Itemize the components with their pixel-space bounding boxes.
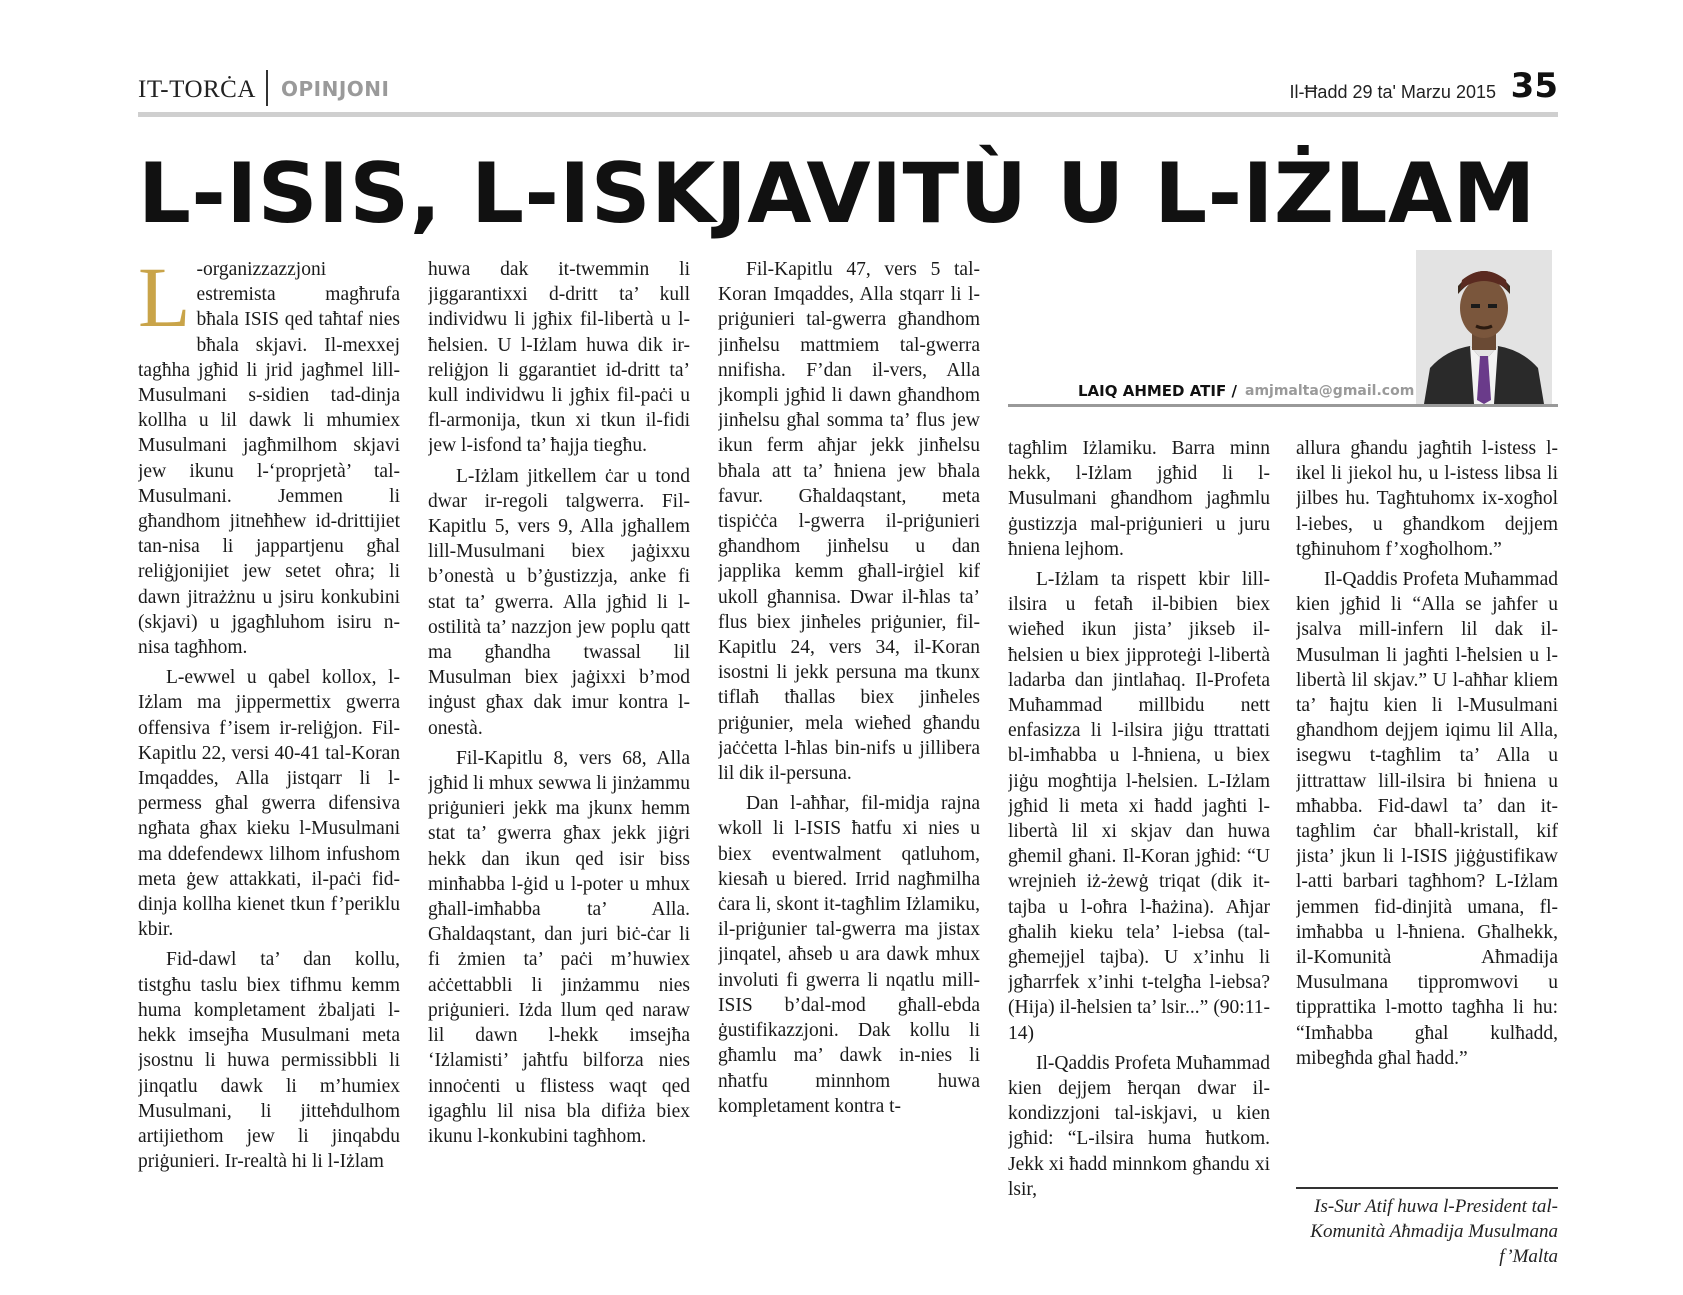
- drop-cap: L: [138, 257, 191, 345]
- article-end-rule: [1296, 1187, 1558, 1189]
- article-column-4: [1008, 436, 1270, 1242]
- paragraph: Dan l-aħħar, fil-midja rajna wkoll li l-ISIS ħatfu xi nies u biex eventwalment qatluhom, kiesaħ u biered. Irrid nagħmilha ċara li, skont it-tagħlim Iżlamiku, il-priġunier tal-gwerra ma jistax jinqatel, aħseb u ara dawk mhux involuti fi gwerra li nqatlu mill-ISIS b’dal-mod għall-ebda ġustifikazzjoni. Dak kollu li għamlu ma’ dawk in-nies li nħatfu minnhom huwa kompletament kontra t-: [718, 793, 980, 1117]
- author-bio: Is-Sur Atif huwa l-President tal-Komunità Aħmadija Musulmana f’Malta: [1310, 1196, 1558, 1267]
- paragraph: Fil-Kapitlu 8, vers 68, Alla jgħid li mhux sewwa li jinżammu priġunieri jekk ma jkunx hemm stat ta’ gwerra għax jekk jiġri hekk dan ikun qed isir biss minħabba l-ġid u l-poter u mhux għall-imħabba ta’ Alla. Għaldaqstant, dan juri biċ-ċar li fi żmien ta’ paċi m’huwiex aċċettabbli li jinżammu nies priġunieri. Iżda llum qed naraw lil dawn l-hekk imsejħa ‘Iżlamisti’ jaħtfu bilforza nies innoċenti u flistess waqt qed igagħlu lil nisa bla difiża biex ikunu l-konkubini tagħhom.: [428, 747, 690, 1147]
- paragraph: Fid-dawl ta’ dan kollu, tistgħu taslu biex tifhmu kemm huma kompletament żbaljati l-hekk imsejħa Musulmani meta jsostnu li huwa permissibbli li jinqatlu dawk li m’humiex Musulmani, li jitteħdulhom artijiethom jew li jinqabdu priġunieri. Ir-realtà hi li l-Iżlam: [138, 949, 400, 1173]
- paragraph: allura għandu jagħtih l-istess l-ikel li jiekol hu, u l-istess libsa li jilbes hu. Tagħtuhomx ix-xogħol l-iebes, u għandkom dejjem tgħinuhom f’xogħolhom.”: [1296, 438, 1558, 560]
- author-box: [1008, 250, 1558, 422]
- issue-date: Il-Ħadd 29 ta' Marzu 2015: [1289, 82, 1496, 102]
- article-column-1: [138, 257, 400, 1242]
- author-name: LAIQ AHMED ATIF /: [1078, 382, 1237, 400]
- paragraph: Il-Qaddis Profeta Muħammad kien dejjem ħerqan dwar il-kondizzjoni tal-iskjavi, u kien jgħid: “L-ilsira huma ħutkom. Jekk xi ħadd minnkom għandu xi lsir,: [1008, 1052, 1270, 1200]
- paragraph: L-Iżlam ta rispett kbir lill-ilsira u fetaħ il-bibien biex wieħed ikun jista’ jikseb il-ħelsien u biex jipproteġi l-libertà ladarba dan jintlaħaq. Il-Profeta Muħammad millbidu nett enfasizza li l-ilsira jiġu ttrattati bl-imħabba u l-ħniena, u biex jiġu mogħtija l-ħelsien. L-Iżlam jgħid li meta xi ħadd jagħti l-libertà lil xi skjav dan huwa għemil għani. Il-Koran jgħid: “U wrejnieh iż-żewġ triqat (dik it-tajba u l-oħra l-ħażina). Aħjar għalih kieku tela’ l-iebsa (tal-għemejjel tajba). U x’inhu li jgħarrfek x’inhi t-telgħa l-iebsa? (Hija) il-ħelsien ta’ lsir...” (90:11-14): [1008, 569, 1270, 1044]
- paragraph: L -organizzazzjoni estremista magħrufa bħala ISIS qed taħtaf nies bħala skjavi. Il-mexxej tagħha jgħid li jrid jagħmel lill-Musulmani s-sidien tad-dinja kollha u lil dawk li mhumiex Musulmani jagħmilhom skjavi jew ikunu l-‘proprjetà’ tal-Musulmani. Jemmen li għandhom jitneħħew id-drittijiet tan-nisa li jappartjenu għal reliġjonijiet jew setet oħra; li dawn jitrażżnu u jsiru konkubini (skjavi) u jgagħluhom isiru n-nisa tagħhom.: [138, 257, 400, 659]
- paragraph: L-ewwel u qabel kollox, l-Iżlam ma jippermettix gwerra offensiva f’isem ir-reliġjon. Fil-Kapitlu 22, versi 40-41 tal-Koran Imqaddes, Alla jistqarr li l-permess għal gwerra difensiva ngħata għax kieku l-Musulmani ma ddefendewx lilhom infushom meta ġew attakkati, il-paċi fid-dinja kollha kienet tkun f’periklu kbir.: [138, 667, 400, 941]
- author-rule: [1008, 404, 1558, 407]
- article-column-2: [428, 257, 690, 1242]
- page-number: 35: [1510, 66, 1558, 106]
- page-header: [138, 66, 1558, 110]
- paragraph: tagħlim Iżlamiku. Barra minn hekk, l-Iżlam jgħid li l-Musulmani għandhom jagħmlu ġustizzja mal-priġunieri u juru ħniena lejhom.: [1008, 438, 1270, 560]
- section-label: OPINJONI: [281, 77, 390, 101]
- header-separator: [266, 70, 268, 106]
- header-rule: [138, 112, 1558, 117]
- article-column-3: [718, 257, 980, 1242]
- author-portrait-icon: [1416, 250, 1552, 404]
- paragraph: L-Iżlam jitkellem ċar u tond dwar ir-regoli talgwerra. Fil-Kapitlu 5, vers 9, Alla jgħallem lill-Musulmani biex jaġixxu b’onestà u b’ġustizzja, anke fi stat ta’ gwerra. Alla jgħid li l-ostilità ta’ nazzjon jew poplu qatt ma għandha twassal lil Musulman biex jaġixxi b’mod inġust għax dak imur kontra l-onestà.: [428, 465, 690, 739]
- article-headline: L-ISIS, L-ISKJAVITÙ U L-IŻLAM: [138, 145, 1536, 242]
- publication-name: IT-TORĊA: [138, 76, 256, 103]
- paragraph: huwa dak it-twemmin li jiggarantixxi d-dritt ta’ kull individwu li jgħix fil-libertà u l-ħelsien. U l-Iżlam huwa dik ir-reliġjon li ggarantiet id-dritt ta’ kull individwu li jgħix fil-paċi u fl-armonija, tkun xi tkun il-fidi jew l-isfond ta’ ħajja tiegħu.: [428, 259, 690, 457]
- article-column-5: [1296, 436, 1558, 1181]
- author-photo: [1416, 250, 1552, 404]
- author-email[interactable]: amjmalta@gmail.com: [1245, 383, 1415, 399]
- paragraph: Il-Qaddis Profeta Muħammad kien jgħid li “Alla se jaħfer u jsalva mill-infern lil dak il-Musulman li jagħti l-ħelsien u l-libertà lil skjav.” U l-aħħar kliem ta’ ħajtu kien li l-Musulmani għandhom dejjem iqimu lil Alla, isegwu t-tagħlim ta’ Alla u jittrattaw lill-ilsira bi ħniena u mħabba. Fid-dawl ta’ dan it-tagħlim ċar bħall-kristall, kif jista’ jkun li l-ISIS jiġġustifikaw l-atti barbari tagħhom? L-Iżlam jemmen fid-dinjità umana, fl-imħabba u l-ħniena. Għalhekk, il-Komunità Aħmadija Musulmana tippromwovi u tipprattika l-motto tagħha li hu: “Imħabba għal kulħadd, mibegħda għal ħadd.”: [1296, 569, 1558, 1069]
- paragraph: Fil-Kapitlu 47, vers 5 tal-Koran Imqaddes, Alla stqarr li l-priġunieri tal-gwerra għandhom jinħelsu mattmiem tal-gwerra nnifisha. F’dan il-vers, Alla jkompli jgħid li dawn għandhom jinħelsu għal somma ta’ flus jew ikun ferm aħjar jekk jinħelsu bħala att ta’ ħniena jew bħala favur. Għaldaqstant, meta tispiċċa l-gwerra il-priġunieri għandhom jinħelsu u dan japplika kemm għall-irġiel kif ukoll għannisa. Dwar il-ħlas ta’ flus biex jinħeles priġunier, fil-Kapitlu 24, vers 34, il-Koran isostni li jekk persuna ma tkunx tiflaħ tħallas biex jinħeles priġunier, mela wieħed għandu jaċċetta l-ħlas bin-nifs u jillibera lil dik il-persuna.: [718, 259, 980, 785]
